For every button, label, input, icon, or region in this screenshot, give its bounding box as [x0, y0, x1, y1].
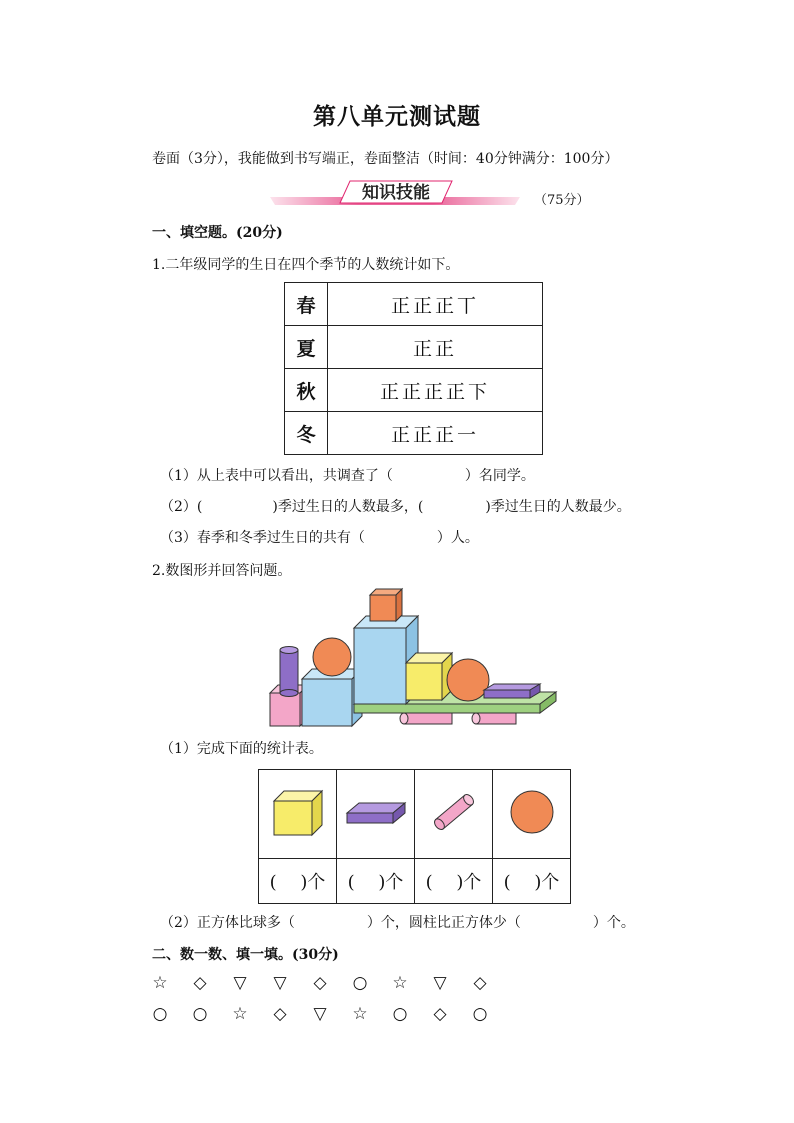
count-cell[interactable]: ( )个 — [337, 859, 415, 904]
symbol: ◇ — [473, 973, 487, 993]
count-cell[interactable]: ( )个 — [415, 859, 493, 904]
q1-text: 1.二年级同学的生日在四个季节的人数统计如下。 — [152, 257, 460, 273]
banner-label: 知识技能 — [362, 183, 430, 203]
symbol: ○ — [472, 1004, 488, 1024]
tally-cell: 正正正正下 — [328, 369, 543, 412]
q2-sub2 — [160, 912, 635, 932]
symbol: ☆ — [352, 1004, 368, 1024]
symbol: ○ — [192, 1004, 208, 1024]
page-title: 第八单元测试题 — [313, 103, 481, 130]
shape-cell — [259, 770, 337, 859]
symbol: ◇ — [313, 973, 327, 993]
count-cell[interactable]: ( )个 — [259, 859, 337, 904]
q1-sub1-text-a: （1）从上表中可以看出，共调查了（ — [160, 468, 393, 484]
table-row — [259, 770, 571, 859]
table-row — [285, 326, 543, 369]
q1-sub3 — [160, 527, 479, 547]
section-banner — [270, 179, 520, 205]
table-row — [285, 412, 543, 455]
banner-score: （75分） — [534, 193, 590, 208]
symbol-row-1 — [0, 973, 794, 995]
symbol: ☆ — [392, 973, 408, 993]
table-row — [259, 859, 571, 904]
shape-cell — [415, 770, 493, 859]
q2-sub1: （1）完成下面的统计表。 — [160, 741, 323, 757]
pink-cylinder-lying — [472, 713, 516, 724]
symbol: ▽ — [313, 1004, 327, 1024]
q1-sub2-text-a: （2）( — [160, 499, 203, 515]
q2-sub2-text-b: ）个，圆柱比正方体少（ — [366, 915, 521, 931]
cube-icon — [270, 787, 326, 837]
q1-sub1 — [160, 465, 535, 485]
cuboid-icon — [345, 797, 407, 827]
q1-sub2-text-c: )季过生日的人数最少。 — [485, 499, 631, 515]
exam-instructions: 卷面（3分），我能做到书写端正，卷面整洁（时间：40分钟满分：100分） — [152, 151, 619, 167]
purple-cylinder — [280, 647, 298, 697]
shapes-illustration — [268, 586, 560, 728]
table-row — [285, 283, 543, 326]
shape-count-table — [258, 769, 571, 904]
shape-cell — [493, 770, 571, 859]
symbol: ○ — [352, 973, 368, 993]
season-cell: 冬 — [285, 412, 328, 455]
symbol: ○ — [152, 1004, 168, 1024]
section1-title: 一、填空题。(20分) — [152, 225, 283, 241]
count-cell[interactable]: ( )个 — [493, 859, 571, 904]
birthday-tally-table — [284, 282, 543, 455]
table-row — [285, 369, 543, 412]
tally-cell: 正正 — [328, 326, 543, 369]
shape-cell — [337, 770, 415, 859]
season-cell: 秋 — [285, 369, 328, 412]
season-cell: 春 — [285, 283, 328, 326]
symbol-row-2 — [0, 1004, 794, 1026]
orange-cube — [370, 589, 402, 621]
q2-text: 2.数图形并回答问题。 — [152, 563, 292, 579]
symbol: ☆ — [232, 1004, 248, 1024]
pink-cylinder-lying — [400, 713, 452, 724]
tally-cell: 正正正丅 — [328, 283, 543, 326]
symbol: ▽ — [273, 973, 287, 993]
q1-sub3-text-b: ）人。 — [436, 530, 479, 546]
orange-sphere — [447, 659, 489, 701]
q1-sub2 — [160, 496, 631, 516]
symbol: ○ — [392, 1004, 408, 1024]
cylinder-icon — [431, 789, 477, 835]
q1-sub3-text-a: （3）春季和冬季过生日的共有（ — [160, 530, 365, 546]
symbol: ◇ — [193, 973, 207, 993]
purple-cuboid — [484, 684, 540, 698]
symbol: ▽ — [233, 973, 247, 993]
section2-title: 二、数一数、填一填。(30分) — [152, 947, 339, 963]
q1-sub1-text-b: ）名同学。 — [464, 468, 535, 484]
season-cell: 夏 — [285, 326, 328, 369]
symbol: ◇ — [433, 1004, 447, 1024]
q2-sub2-text-c: ）个。 — [592, 915, 635, 931]
symbol: ◇ — [273, 1004, 287, 1024]
q2-sub2-text-a: （2）正方体比球多（ — [160, 915, 295, 931]
q1-sub2-text-b: )季过生日的人数最多，( — [272, 499, 424, 515]
sphere-icon — [508, 788, 556, 836]
blue-cube-small — [302, 669, 362, 726]
orange-sphere — [313, 638, 351, 676]
tally-cell: 正正正一 — [328, 412, 543, 455]
symbol: ☆ — [152, 973, 168, 993]
yellow-cube — [406, 653, 452, 700]
symbol: ▽ — [433, 973, 447, 993]
